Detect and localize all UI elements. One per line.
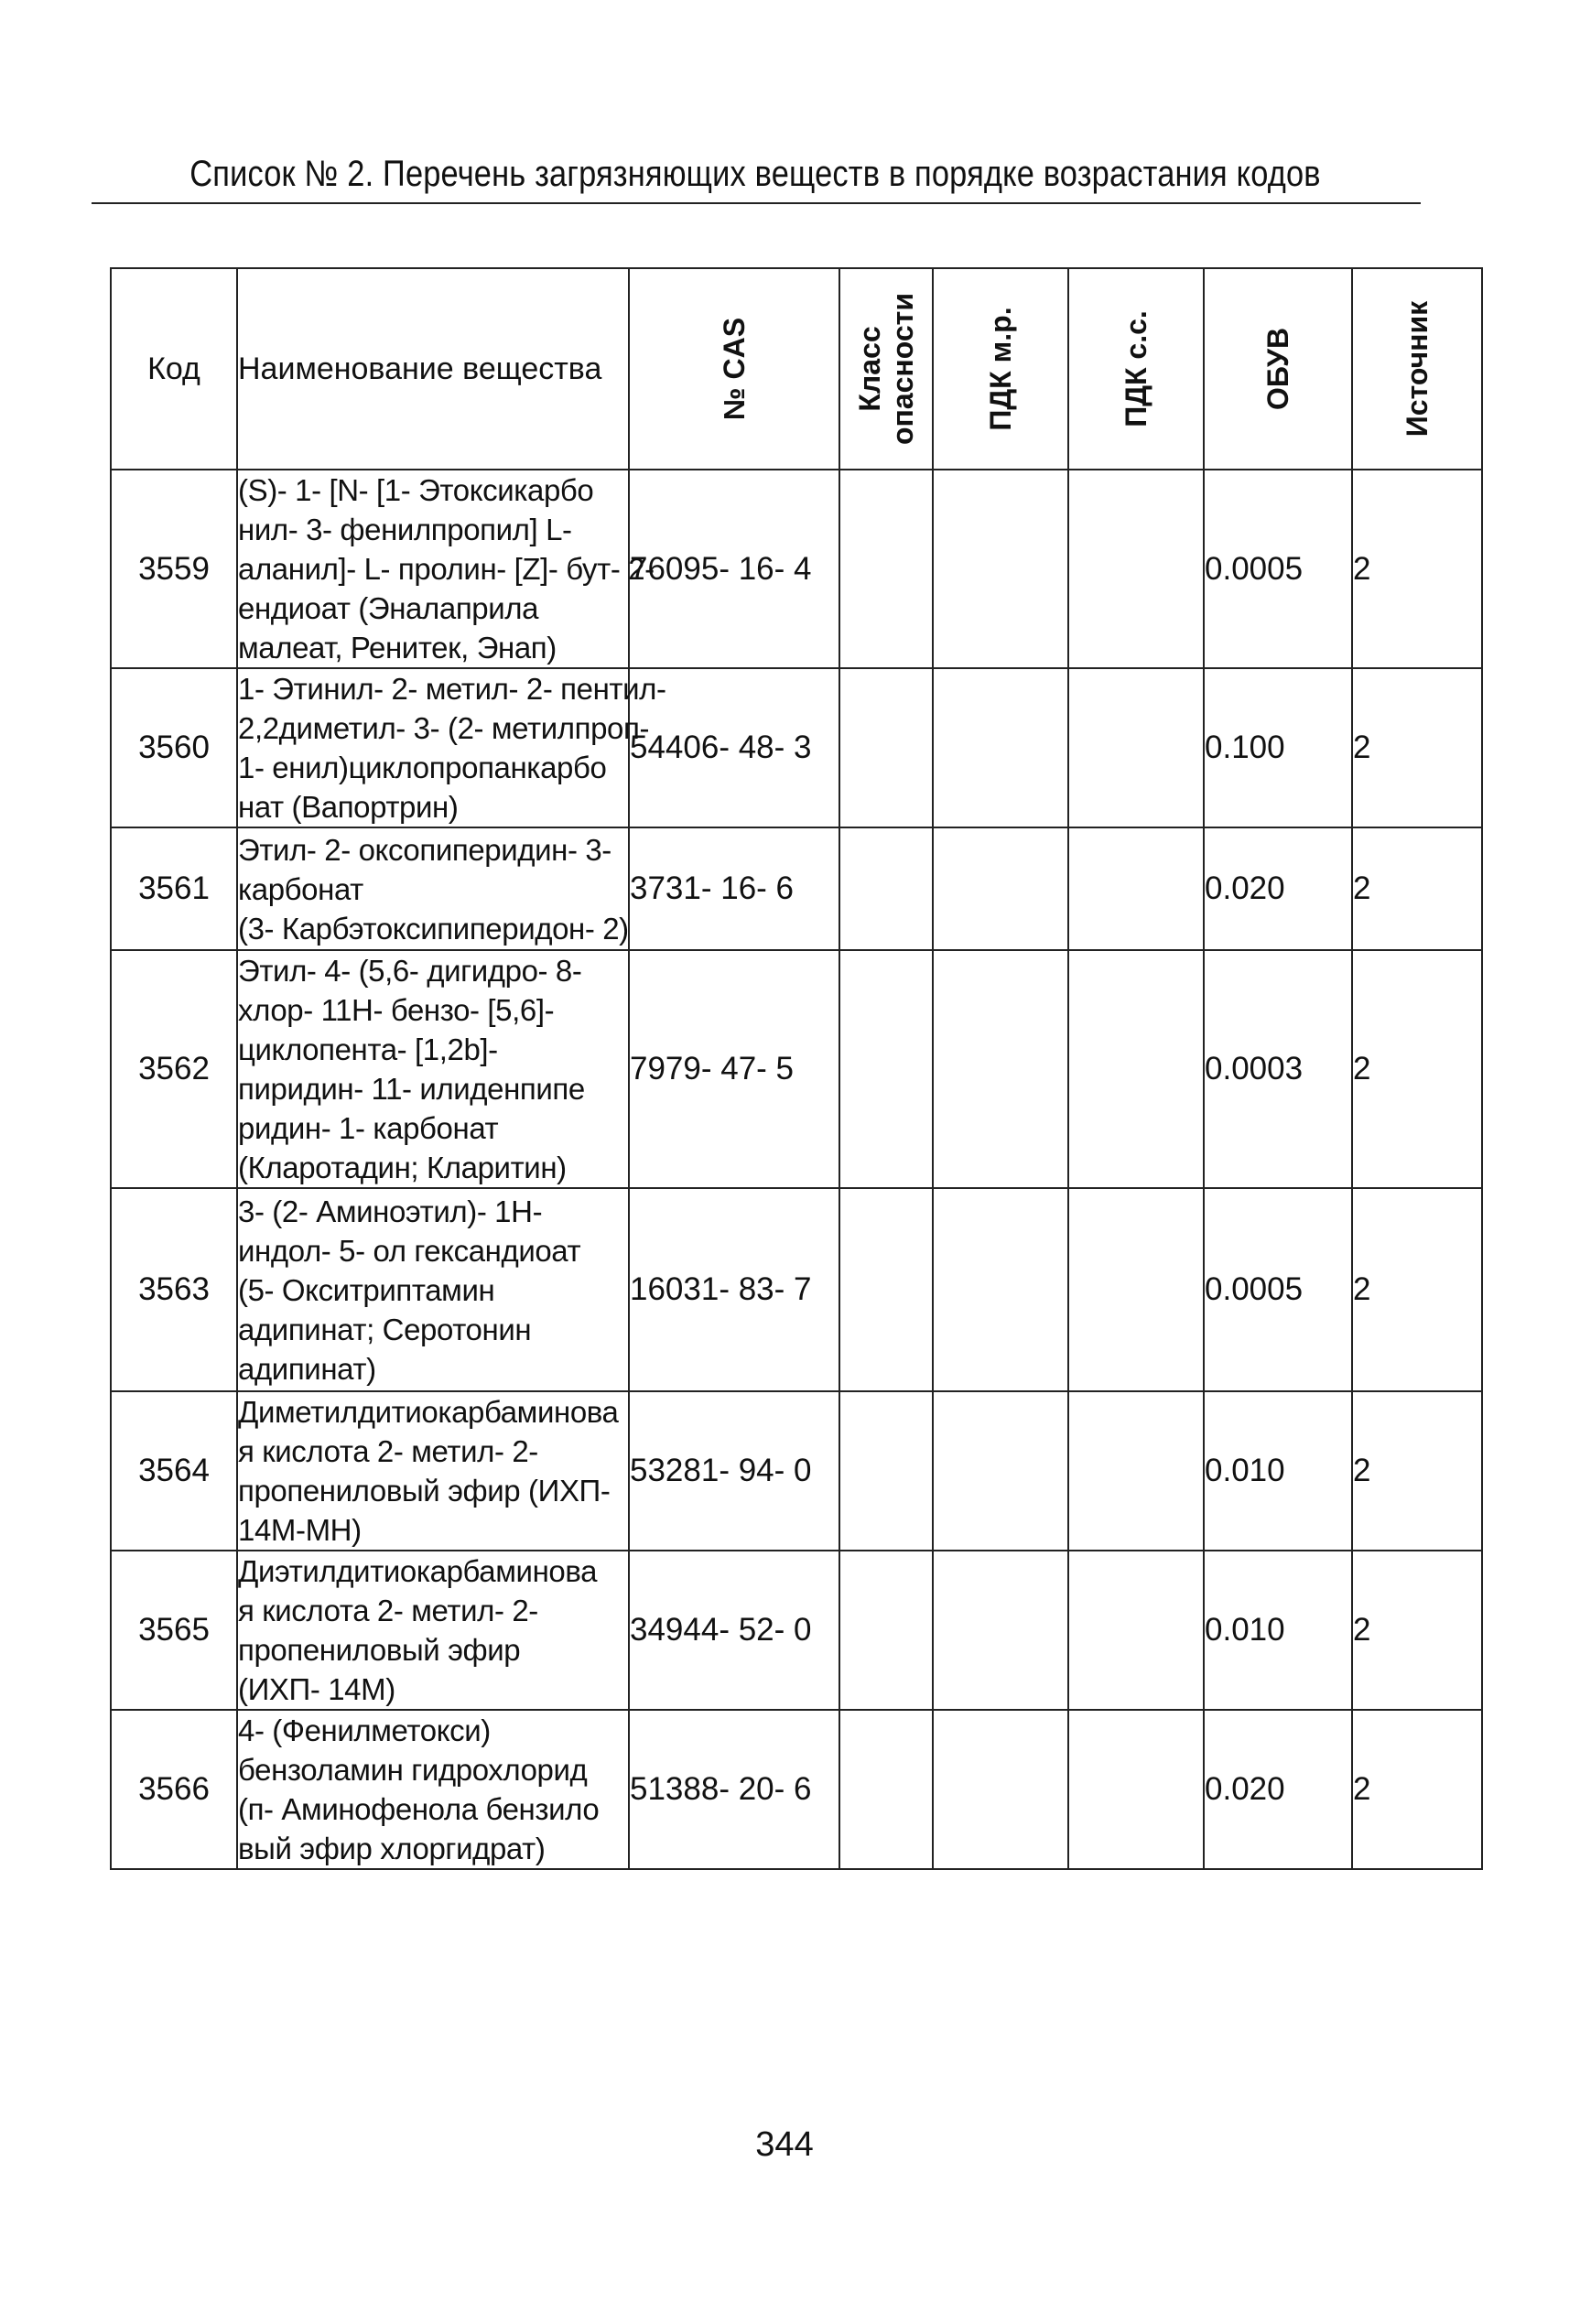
cell-cas: 76095- 16- 4 [629,470,839,668]
table-row [111,1551,1482,1710]
name-line: Диэтилдитиокарбаминова [238,1554,598,1588]
name-line: ендиоат (Эналаприла [238,591,539,625]
column-header-obuv [1204,268,1352,470]
name-line: хлор- 11Н- бензо- [5,6]- [238,993,555,1027]
column-header-source-label: Источник [1401,300,1434,438]
column-header-code: Код [111,268,237,470]
column-header-pdk-ss [1068,268,1204,470]
cell-obuv: 0.0005 [1204,1188,1352,1391]
cell-source: 2 [1352,1710,1482,1869]
column-header-name: Наименование вещества [237,268,629,470]
cell-pdk-mr [933,827,1068,950]
cell-hazard-class [839,950,933,1188]
cell-pdk-ss [1068,470,1204,668]
name-line: (S)- 1- [N- [1- Этоксикарбо [238,473,594,507]
cell-source: 2 [1352,1551,1482,1710]
cell-obuv: 0.0003 [1204,950,1352,1188]
cell-code: 3560 [111,668,237,827]
cell-name [237,1188,629,1391]
title-rule [92,202,1421,204]
cell-hazard-class [839,827,933,950]
cell-obuv: 0.0005 [1204,470,1352,668]
cell-name [237,1710,629,1869]
cell-name [237,827,629,950]
name-line: пиридин- 11- илиденпипе [238,1072,585,1106]
name-line: (п- Аминофенола бензило [238,1792,600,1826]
cell-code: 3563 [111,1188,237,1391]
name-line: 1- Этинил- 2- метил- 2- пентил- [238,672,666,706]
header-row [111,268,1482,470]
column-header-pdk-ss-label: ПДК с.с. [1120,310,1152,427]
cell-pdk-mr [933,668,1068,827]
table-row [111,1391,1482,1551]
name-line: аланил]- L- пролин- [Z]- бут- 2- [238,552,655,586]
name-line: адипинат) [238,1351,376,1386]
name-line: 3- (2- Аминоэтил)- 1Н- [238,1194,543,1228]
name-line: циклопента- [1,2b]- [238,1032,498,1066]
cell-obuv: 0.010 [1204,1551,1352,1710]
name-line: я кислота 2- метил- 2- [238,1594,538,1627]
name-line: карбонат [238,871,363,906]
cell-pdk-mr [933,1710,1068,1869]
cell-obuv: 0.100 [1204,668,1352,827]
name-line: 4- (Фенилметокси) [238,1713,491,1747]
cell-cas: 34944- 52- 0 [629,1551,839,1710]
column-header-cas-label: № CAS [718,317,751,421]
cell-pdk-ss [1068,827,1204,950]
cell-hazard-class [839,470,933,668]
cell-code: 3559 [111,470,237,668]
cell-pdk-mr [933,1551,1068,1710]
cell-cas: 53281- 94- 0 [629,1391,839,1551]
name-line: бензоламин гидрохлорид [238,1753,588,1787]
cell-source: 2 [1352,827,1482,950]
cell-hazard-class [839,668,933,827]
cell-hazard-class [839,1188,933,1391]
table-body [111,470,1482,1869]
name-line: 1- енил)циклопропанкарбо [238,751,607,784]
cell-pdk-mr [933,1188,1068,1391]
cell-name [237,950,629,1188]
table-row [111,668,1482,827]
cell-code: 3565 [111,1551,237,1710]
name-line: пропениловый эфир [238,1633,521,1667]
cell-obuv: 0.020 [1204,827,1352,950]
cell-pdk-ss [1068,1710,1204,1869]
name-line: Этил- 2- оксопиперидин- 3- [238,832,611,867]
table-row [111,1710,1482,1869]
cell-name [237,668,666,827]
cell-pdk-mr [933,470,1068,668]
cell-code: 3561 [111,827,237,950]
cell-hazard-class [839,1551,933,1710]
cell-source: 2 [1352,668,1482,827]
hazard-label-line2: опасности [886,292,919,446]
column-header-pdk-mr-label: ПДК м.р. [984,307,1017,431]
cell-hazard-class [839,1391,933,1551]
cell-pdk-ss [1068,1391,1204,1551]
cell-pdk-mr [933,950,1068,1188]
cell-code: 3566 [111,1710,237,1869]
column-header-cas [629,268,839,470]
hazard-label-line1: Класс [853,326,886,412]
cell-name [237,470,655,668]
name-line: (3- Карбэтоксипиперидон- 2) [238,911,629,946]
name-line: нат (Вапортрин) [238,790,459,824]
name-line: (Кларотадин; Кларитин) [238,1151,567,1184]
name-line: вый эфир хлоргидрат) [238,1832,546,1865]
name-line: Этил- 4- (5,6- дигидро- 8- [238,954,582,988]
name-line: Диметилдитиокарбаминова [238,1395,619,1429]
cell-pdk-ss [1068,1188,1204,1391]
name-line: 2,2диметил- 3- (2- метилпроп- [238,711,650,745]
cell-pdk-ss [1068,668,1204,827]
cell-cas: 54406- 48- 3 [629,668,839,827]
name-line: (ИХП- 14М) [238,1672,395,1706]
page-title: Список № 2. Перечень загрязняющих веществ в порядке возрастания кодов [189,154,1321,194]
cell-cas: 3731- 16- 6 [629,827,839,950]
cell-source: 2 [1352,470,1482,668]
name-line: нил- 3- фенилпропил] L- [238,513,572,546]
cell-source: 2 [1352,950,1482,1188]
cell-name [237,1391,629,1551]
table-row [111,827,1482,950]
substances-table [110,267,1483,1870]
cell-cas: 7979- 47- 5 [629,950,839,1188]
name-line: малеат, Ренитек, Энап) [238,631,557,665]
name-line: 14М-МН) [238,1513,362,1547]
cell-code: 3564 [111,1391,237,1551]
cell-obuv: 0.020 [1204,1710,1352,1869]
name-line: адипинат; Серотонин [238,1312,532,1346]
table-row [111,1188,1482,1391]
column-header-pdk-mr [933,268,1068,470]
page-number: 344 [755,2125,814,2164]
cell-source: 2 [1352,1391,1482,1551]
cell-pdk-mr [933,1391,1068,1551]
name-line: ридин- 1- карбонат [238,1111,499,1145]
cell-pdk-ss [1068,1551,1204,1710]
cell-hazard-class [839,1710,933,1869]
column-header-hazard-label [853,293,919,445]
column-header-hazard-class [839,268,933,470]
cell-code: 3562 [111,950,237,1188]
name-line: (5- Окситриптамин [238,1272,495,1307]
name-line: я кислота 2- метил- 2- [238,1434,538,1468]
name-line: индол- 5- ол гександиоат [238,1233,581,1268]
cell-cas: 16031- 83- 7 [629,1188,839,1391]
cell-source: 2 [1352,1188,1482,1391]
column-header-obuv-label: ОБУВ [1261,327,1294,411]
cell-pdk-ss [1068,950,1204,1188]
cell-name [237,1551,629,1710]
name-line: пропениловый эфир (ИХП- [238,1474,611,1508]
table-row [111,470,1482,668]
cell-obuv: 0.010 [1204,1391,1352,1551]
cell-cas: 51388- 20- 6 [629,1710,839,1869]
column-header-source [1352,268,1482,470]
table-row [111,950,1482,1188]
